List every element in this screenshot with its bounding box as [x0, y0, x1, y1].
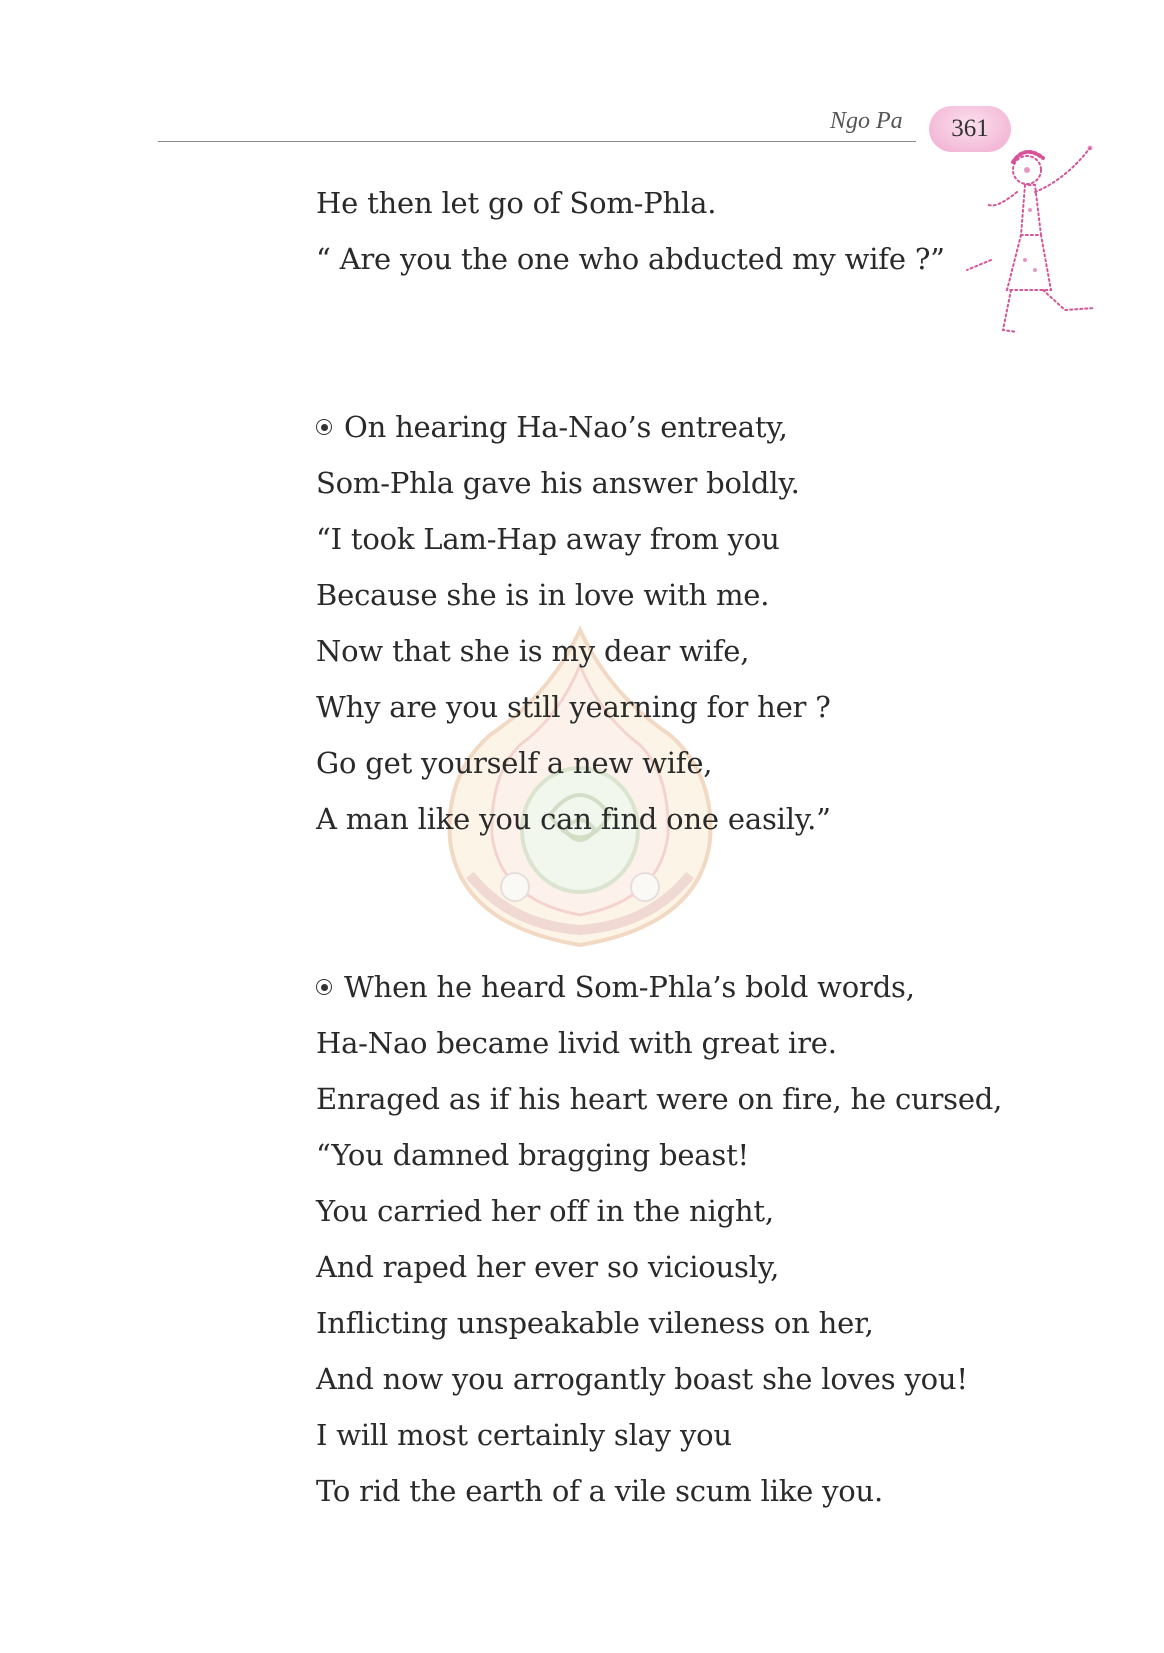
text-line: Enraged as if his heart were on fire, he cursed,	[316, 1082, 1003, 1116]
bullet-icon	[316, 419, 332, 435]
text-line: Why are you still yearning for her ?	[316, 690, 831, 724]
header-rule	[158, 141, 916, 142]
text-line: Inflicting unspeakable vileness on her,	[316, 1306, 874, 1340]
text-line: Now that she is my dear wife,	[316, 634, 750, 668]
text-line: To rid the earth of a vile scum like you.	[316, 1474, 884, 1508]
text-line: “ Are you the one who abducted my wife ?”	[316, 242, 945, 276]
text-line: You carried her off in the night,	[316, 1194, 774, 1228]
text-line: And now you arrogantly boast she loves you!	[316, 1362, 968, 1396]
dancer-illustration	[955, 140, 1125, 350]
stanza-1	[316, 399, 831, 847]
text-line: Ha-Nao became livid with great ire.	[316, 1026, 837, 1060]
stanza-2	[316, 959, 1002, 1519]
intro-block	[316, 175, 945, 287]
text-line: Because she is in love with me.	[316, 578, 770, 612]
text-line: When he heard Som-Phla’s bold words,	[344, 970, 915, 1004]
text-line: “You damned bragging beast!	[316, 1138, 749, 1172]
text-line: He then let go of Som-Phla.	[316, 186, 717, 220]
stanza-first-line	[316, 959, 1002, 1015]
stanza-first-line	[316, 399, 831, 455]
text-line: I will most certainly slay you	[316, 1418, 732, 1452]
running-header-title: Ngo Pa	[830, 108, 903, 134]
text-line: A man like you can find one easily.”	[316, 802, 831, 836]
text-line: “I took Lam-Hap away from you	[316, 522, 780, 556]
text-line: Som-Phla gave his answer boldly.	[316, 466, 800, 500]
page-number: 361	[951, 115, 989, 142]
text-line: And raped her ever so viciously,	[316, 1250, 780, 1284]
text-line: On hearing Ha-Nao’s entreaty,	[344, 410, 788, 444]
bullet-icon	[316, 979, 332, 995]
text-line: Go get yourself a new wife,	[316, 746, 713, 780]
